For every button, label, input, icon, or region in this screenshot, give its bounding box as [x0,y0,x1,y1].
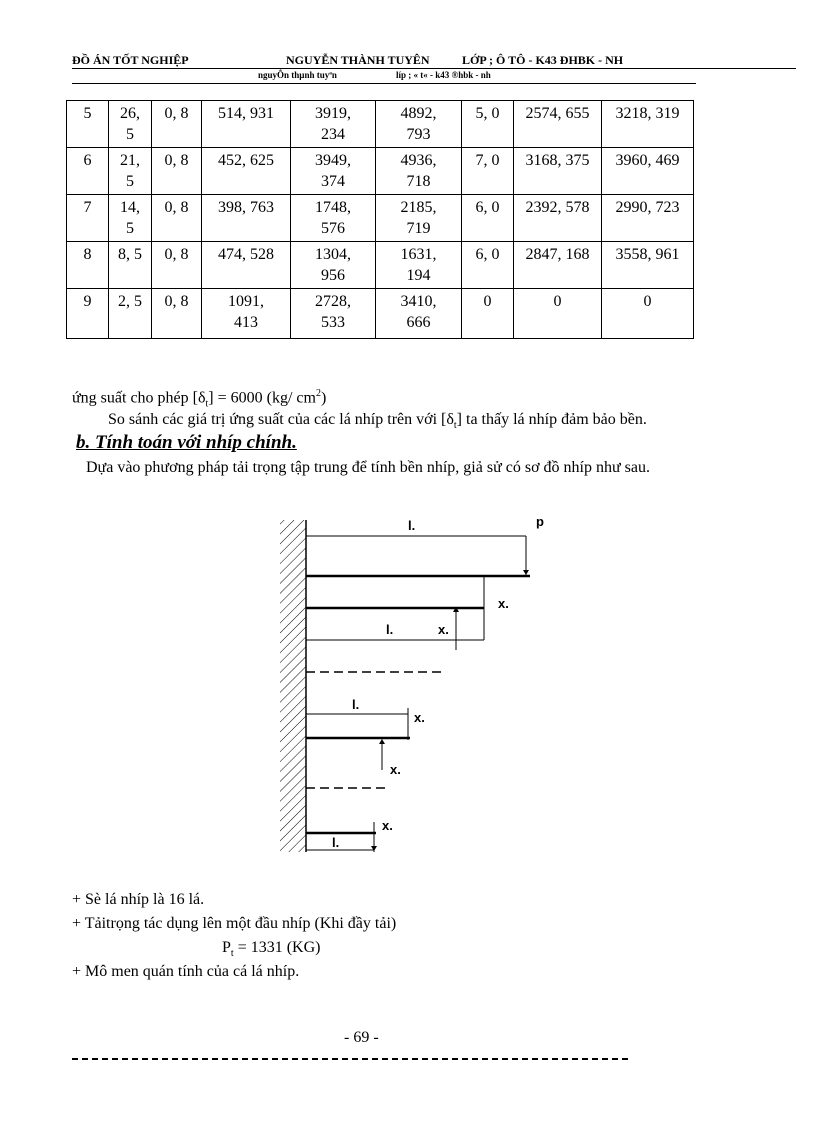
table-cell [514,148,602,195]
load-line: + Tảitrọng tác dụng lên một đầu nhíp (Khi đầy tải) [72,915,397,932]
cell-line: 3410, [400,293,437,310]
table-cell [462,101,514,148]
table-cell [462,148,514,195]
cell-line: 666 [406,314,431,331]
table-cell [462,195,514,242]
cell-line: 452, 625 [218,152,274,169]
cell-line: 6, 0 [475,199,500,216]
table-cell [291,195,376,242]
subheader-class: líp ; « t« - k43 ®hbk - nh [396,70,491,80]
label-x-5: x. [382,818,393,833]
cell-line: 26, [120,105,140,122]
table-cell [109,195,152,242]
intro-paragraph: Dựa vào phương pháp tải trọng tập trung để tính bền nhíp, giả sử có sơ đồ nhíp như sau. [86,459,650,476]
label-x-1: x. [498,596,509,611]
table-cell [602,148,694,195]
table-cell [202,289,291,339]
table-cell [109,148,152,195]
table-row [67,289,694,339]
table-cell [514,242,602,289]
cell-line: 2574, 655 [525,105,590,122]
cell-line: 0, 8 [164,152,189,169]
table-cell [291,148,376,195]
table-cell [152,195,202,242]
cell-line: 956 [321,267,345,284]
footer-divider [72,1058,628,1060]
page-number: - 69 - [344,1029,379,1046]
table-row [67,148,694,195]
cell-line: 9 [83,293,92,310]
cell-line: 514, 931 [218,105,274,122]
cell-line: 6 [83,152,92,169]
table-cell [109,242,152,289]
table-cell [602,195,694,242]
cell-line: 2392, 578 [525,199,590,216]
cell-line: 3919, [315,105,351,122]
table-cell [67,289,109,339]
section-title: b. Tính toán với nhíp chính. [76,432,297,453]
table-cell [462,242,514,289]
header-class: LỚP ; Ô TÔ - K43 ĐHBK - NH [462,53,624,67]
table-row [67,242,694,289]
table-cell [376,148,462,195]
label-l-3: l. [352,697,360,712]
cell-line: 1748, [315,199,351,216]
table-cell [109,289,152,339]
table-cell [67,148,109,195]
cell-line: 374 [321,173,345,190]
page-subheader [72,69,696,84]
cell-line: 5, 0 [475,105,500,122]
cell-line: 533 [321,314,345,331]
cell-line: 413 [234,314,258,331]
cell-line: 21, [120,152,140,169]
fixed-wall [280,520,306,852]
cell-line: 4936, [400,152,437,169]
cell-line: 4892, [400,105,437,122]
table-cell [376,242,462,289]
cell-line: 7, 0 [475,152,500,169]
cell-line: 718 [406,173,431,190]
cell-line: 2728, [315,293,351,310]
cell-line: 1631, [400,246,437,263]
cell-line: 1304, [315,246,351,263]
label-l-4: l. [332,835,340,850]
table-cell [291,101,376,148]
label-x-4: x. [390,762,401,777]
cell-line: 0, 8 [164,293,189,310]
table-cell [109,101,152,148]
label-l-2: l. [386,622,394,637]
cell-line: 398, 763 [218,199,274,216]
table-row [67,101,694,148]
cell-line: 576 [321,220,345,237]
leaf-count-line: + Sè lá nhíp là 16 lá. [72,891,205,908]
table-cell [152,289,202,339]
subheader-author: nguyÔn thµnh tuyªn [258,70,337,80]
cell-line: 0, 8 [164,105,189,122]
cell-line: 719 [406,220,431,237]
table-cell [602,242,694,289]
comparison-line: So sánh các giá trị ứng suất của các lá nhíp trên với $[\delta_t]$ ta thấy lá nhíp đảm bảo bền. [108,411,647,432]
table-cell [152,148,202,195]
table-row [67,195,694,242]
table-cell [602,289,694,339]
table-cell [514,195,602,242]
table-cell [376,289,462,339]
cell-line: 234 [321,126,345,143]
leaf-spring-diagram [276,508,566,858]
cell-line: 2847, 168 [525,246,590,263]
cell-line: 3960, 469 [615,152,680,169]
cell-line: 6, 0 [475,246,500,263]
label-x-3: x. [414,710,425,725]
table-cell [514,101,602,148]
cell-line: 2990, 723 [615,199,680,216]
header-author: NGUYỄN THÀNH TUYÊN [286,53,430,67]
table-cell [514,289,602,339]
cell-line: 3218, 319 [615,105,680,122]
table-cell [202,148,291,195]
cell-line: 5 [126,173,134,190]
cell-line: 7 [83,199,92,216]
table-cell [376,101,462,148]
header-project-title: ĐỒ ÁN TỐT NGHIỆP [72,53,189,67]
cell-line: 0 [553,293,562,310]
cell-line: 5 [83,105,92,122]
table-cell [67,242,109,289]
table-cell [202,242,291,289]
label-l-1: l. [408,518,416,533]
cell-line: 1091, [228,293,264,310]
cell-line: 793 [406,126,431,143]
table-cell [152,101,202,148]
table-cell [67,195,109,242]
cell-line: 8 [83,246,92,263]
label-p: p [536,514,544,529]
cell-line: 5 [126,220,134,237]
allowable-stress-line: ứng suất cho phép $[\delta_t] = 6000$ (kg/ $cm^2$) [72,388,327,410]
pt-value-line: $P_t = 1331$ (KG) [222,939,321,960]
cell-line: 194 [406,267,431,284]
cell-line: 8, 5 [118,246,142,263]
stress-table [66,100,694,339]
table-cell [67,101,109,148]
table-cell [202,101,291,148]
page-header [72,50,796,69]
cell-line: 0, 8 [164,246,189,263]
table-cell [202,195,291,242]
table-cell [602,101,694,148]
cell-line: 0, 8 [164,199,189,216]
inertia-line: + Mô men quán tính của cá lá nhíp. [72,963,300,980]
cell-line: 2, 5 [118,293,142,310]
table-cell [291,289,376,339]
cell-line: 3168, 375 [525,152,590,169]
cell-line: 14, [120,199,140,216]
cell-line: 474, 528 [218,246,274,263]
cell-line: 2185, [400,199,437,216]
table-cell [462,289,514,339]
cell-line: 3558, 961 [615,246,680,263]
table-cell [376,195,462,242]
cell-line: 0 [643,293,652,310]
table-cell [291,242,376,289]
cell-line: 5 [126,126,134,143]
cell-line: 3949, [315,152,351,169]
label-x-2: x. [438,622,449,637]
cell-line: 0 [483,293,492,310]
table-cell [152,242,202,289]
